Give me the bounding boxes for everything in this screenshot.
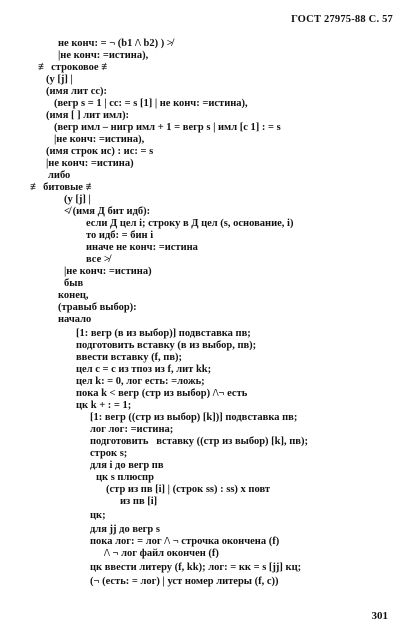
listing-line: цк k + : = 1;	[76, 400, 132, 411]
listing-line: начало	[58, 314, 92, 325]
listing-line: либо	[48, 170, 71, 181]
listing-line: ≢ битовые ≢	[30, 182, 97, 193]
listing-line: цел k: = 0, лог есть: =ложь;	[76, 376, 205, 387]
listing-line: пока k < вегр (стр из выбор) /\¬ есть	[76, 388, 248, 399]
listing-line: ≢ строковое ≢	[38, 62, 112, 73]
listing-line: [1: вегр (в из выбор)] подвставка пв;	[76, 328, 251, 339]
listing-line: /\ ¬ лог файл окончен (f)	[104, 548, 219, 559]
listing-line: |не конч: =истина)	[64, 266, 152, 277]
listing-line: для i до вегр пв	[90, 460, 164, 471]
listing-line: цк ввести литеру (f, kk); лог: = кк = s [jj] кц;	[90, 562, 302, 573]
listing-line: иначе не конч: =истина	[86, 242, 198, 253]
listing-line: из пв [i]	[120, 496, 158, 507]
page-number: 301	[371, 610, 388, 622]
listing-line: ввести вставку (f, пв);	[76, 352, 183, 363]
listing-line: (у [j] |	[64, 194, 91, 205]
listing-line: пока лог: = лог /\ ¬ строчка окончена (f)	[90, 536, 280, 547]
listing-line: подготовить вставку ((стр из выбор) [k], пв);	[90, 436, 308, 447]
listing-line: строк s;	[90, 448, 128, 459]
listing-line: цк;	[90, 510, 106, 521]
listing-line: быв	[64, 278, 84, 289]
listing-line: лог лог: =истина;	[90, 424, 174, 435]
listing-line: (стр из пв [i] | (строк ss) : ss) х повт	[106, 484, 271, 495]
listing-line: если Д цел i; строку в Д цел (s, основание, i)	[86, 218, 294, 229]
listing-line: (¬ (есть: = лог) | уст номер литеры (f, с))	[90, 576, 279, 587]
listing-line: подготовить вставку (в из выбор, пв);	[76, 340, 257, 351]
listing-line: не конч: = ¬ (b1 /\ b2) ) ≯	[58, 38, 173, 49]
listing-line: (травыб выбор):	[58, 302, 137, 313]
listing-line: (имя [ ] лит имл):	[46, 110, 130, 121]
listing-line: конец,	[58, 290, 89, 301]
listing-line: |не конч: =истина)	[46, 158, 134, 169]
listing-line: (имя лит сс):	[46, 86, 108, 97]
listing-line: ≮ (имя Д бит идб):	[64, 206, 151, 217]
listing-line: |не конч: =истина),	[58, 50, 149, 61]
listing-line: [1: вегр ((стр из выбор) [k])] подвставка пв;	[90, 412, 298, 423]
page-header: ГОСТ 27975-88 С. 57	[291, 14, 393, 25]
listing-line: для jj до вегр s	[90, 524, 160, 535]
listing-line: то идб: = бин i	[86, 230, 154, 241]
listing-line: цел с = с из тпоз из f, лит kk;	[76, 364, 212, 375]
listing-line: цк s плюспр	[96, 472, 154, 483]
listing-line: |не конч: =истина),	[54, 134, 145, 145]
listing-line: все ≯	[86, 254, 110, 265]
listing-line: (у [j] |	[46, 74, 73, 85]
listing-line: (имя строк ис) : ис: = s	[46, 146, 154, 157]
listing-line: (вегр имл – нигр имл + 1 = вегр s | имл [с 1] : = s	[54, 122, 281, 133]
listing-line: (вегр s = 1 | сс: = s [1] | не конч: =истина),	[54, 98, 248, 109]
